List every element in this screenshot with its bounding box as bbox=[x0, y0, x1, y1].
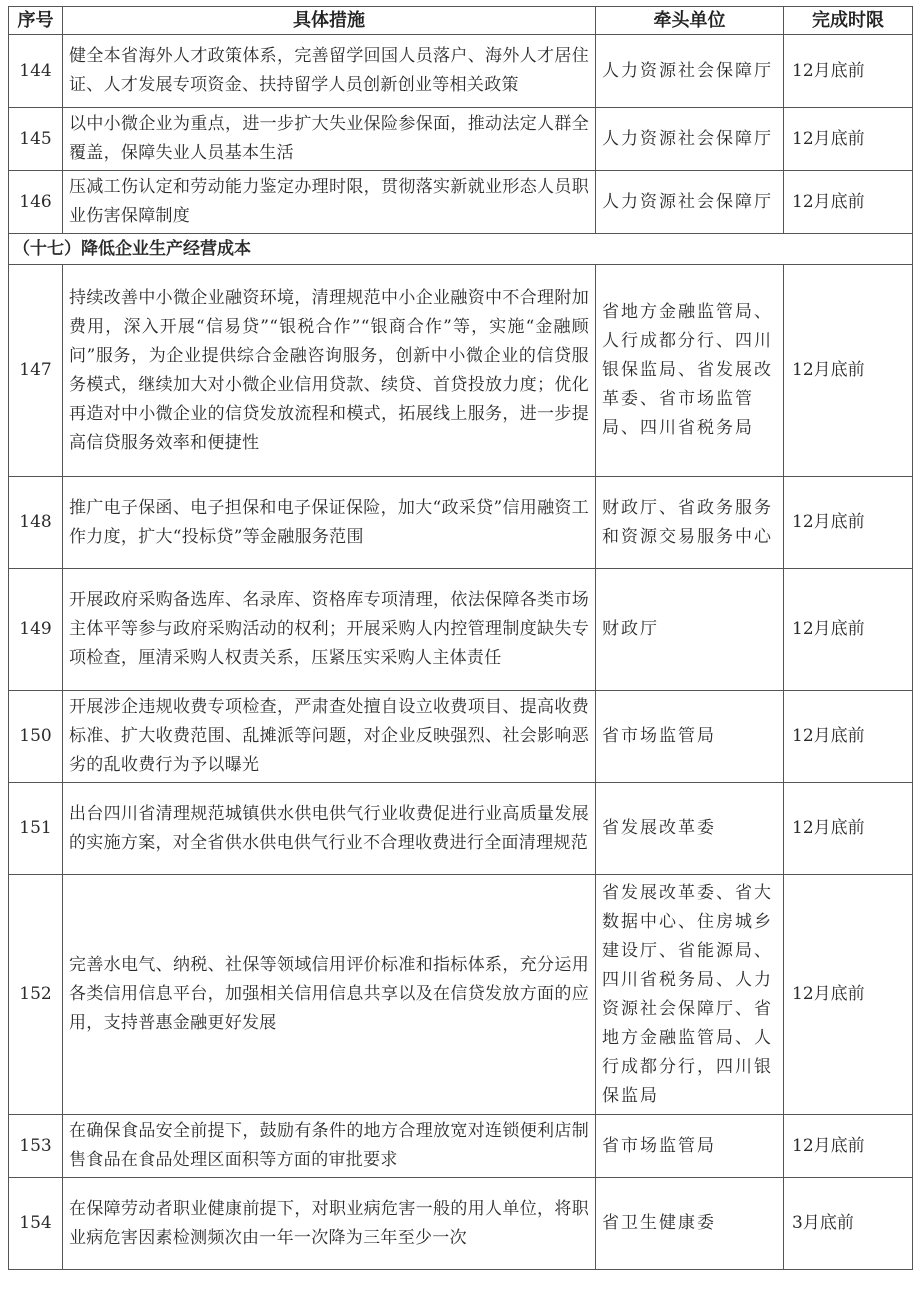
row-measure: 持续改善中小微企业融资环境，清理规范中小企业融资中不合理附加费用，深入开展“信易贷”“银税合作”“银商合作”等，实施“金融顾问”服务，为企业提供综合金融咨询服务，创新中小微企业的信贷服务模式，继续加大对小微企业信用贷款、续贷、首贷投放力度；优化再造对中小微企业的信贷发放流程和模式，拓展线上服务，进一步提高信贷服务效率和便捷性 bbox=[63, 265, 596, 477]
row-deadline: 12月底前 bbox=[784, 691, 913, 783]
table-row bbox=[9, 265, 913, 477]
row-unit: 省卫生健康委 bbox=[596, 1178, 784, 1270]
row-unit: 人力资源社会保障厅 bbox=[596, 171, 784, 234]
header-num: 序号 bbox=[9, 7, 63, 35]
header-deadline: 完成时限 bbox=[784, 7, 913, 35]
row-number: 152 bbox=[9, 875, 63, 1115]
row-measure: 开展政府采购备选库、名录库、资格库专项清理，依法保障各类市场主体平等参与政府采购活动的权利；开展采购人内控管理制度缺失专项检查，厘清采购人权责关系，压紧压实采购人主体责任 bbox=[63, 569, 596, 691]
row-unit: 省发展改革委、省大数据中心、住房城乡建设厅、省能源局、四川省税务局、人力资源社会保障厅、省地方金融监管局、人行成都分行，四川银保监局 bbox=[596, 875, 784, 1115]
header-unit: 牵头单位 bbox=[596, 7, 784, 35]
row-number: 153 bbox=[9, 1115, 63, 1178]
table-row bbox=[9, 1178, 913, 1270]
table-row bbox=[9, 108, 913, 171]
row-unit: 省市场监管局 bbox=[596, 1115, 784, 1178]
row-deadline: 3月底前 bbox=[784, 1178, 913, 1270]
row-deadline: 12月底前 bbox=[784, 265, 913, 477]
row-unit: 人力资源社会保障厅 bbox=[596, 108, 784, 171]
row-unit: 财政厅、省政务服务和资源交易服务中心 bbox=[596, 477, 784, 569]
table-row bbox=[9, 783, 913, 875]
row-measure: 开展涉企违规收费专项检查，严肃查处擅自设立收费项目、提高收费标准、扩大收费范围、乱摊派等问题，对企业反映强烈、社会影响恶劣的乱收费行为予以曝光 bbox=[63, 691, 596, 783]
row-measure: 在保障劳动者职业健康前提下，对职业病危害一般的用人单位，将职业病危害因素检测频次由一年一次降为三年至少一次 bbox=[63, 1178, 596, 1270]
row-number: 144 bbox=[9, 35, 63, 108]
row-unit: 财政厅 bbox=[596, 569, 784, 691]
row-deadline: 12月底前 bbox=[784, 108, 913, 171]
table-row bbox=[9, 875, 913, 1115]
table-row bbox=[9, 171, 913, 234]
row-deadline: 12月底前 bbox=[784, 569, 913, 691]
row-number: 148 bbox=[9, 477, 63, 569]
table-row bbox=[9, 35, 913, 108]
row-measure: 出台四川省清理规范城镇供水供电供气行业收费促进行业高质量发展的实施方案，对全省供水供电供气行业不合理收费进行全面清理规范 bbox=[63, 783, 596, 875]
measures-table bbox=[8, 6, 913, 1270]
table-row bbox=[9, 1115, 913, 1178]
row-measure: 健全本省海外人才政策体系，完善留学回国人员落户、海外人才居住证、人才发展专项资金、扶持留学人员创新创业等相关政策 bbox=[63, 35, 596, 108]
section-row bbox=[9, 234, 913, 265]
row-number: 146 bbox=[9, 171, 63, 234]
row-unit: 人力资源社会保障厅 bbox=[596, 35, 784, 108]
row-deadline: 12月底前 bbox=[784, 35, 913, 108]
row-measure: 完善水电气、纳税、社保等领域信用评价标准和指标体系，充分运用各类信用信息平台，加强相关信用信息共享以及在信贷发放方面的应用，支持普惠金融更好发展 bbox=[63, 875, 596, 1115]
row-number: 149 bbox=[9, 569, 63, 691]
header-measure: 具体措施 bbox=[63, 7, 596, 35]
row-unit: 省发展改革委 bbox=[596, 783, 784, 875]
table-row bbox=[9, 477, 913, 569]
row-measure: 以中小微企业为重点，进一步扩大失业保险参保面，推动法定人群全覆盖，保障失业人员基本生活 bbox=[63, 108, 596, 171]
row-measure: 在确保食品安全前提下，鼓励有条件的地方合理放宽对连锁便利店制售食品在食品处理区面积等方面的审批要求 bbox=[63, 1115, 596, 1178]
table-row bbox=[9, 569, 913, 691]
row-number: 145 bbox=[9, 108, 63, 171]
table-row bbox=[9, 691, 913, 783]
row-number: 151 bbox=[9, 783, 63, 875]
row-number: 154 bbox=[9, 1178, 63, 1270]
row-unit: 省地方金融监管局、人行成都分行、四川银保监局、省发展改革委、省市场监管局、四川省税务局 bbox=[596, 265, 784, 477]
row-deadline: 12月底前 bbox=[784, 783, 913, 875]
row-number: 150 bbox=[9, 691, 63, 783]
row-unit: 省市场监管局 bbox=[596, 691, 784, 783]
section-title: （十七）降低企业生产经营成本 bbox=[9, 234, 913, 265]
row-deadline: 12月底前 bbox=[784, 171, 913, 234]
row-deadline: 12月底前 bbox=[784, 1115, 913, 1178]
row-deadline: 12月底前 bbox=[784, 477, 913, 569]
header-row bbox=[9, 7, 913, 35]
row-measure: 推广电子保函、电子担保和电子保证保险，加大“政采贷”信用融资工作力度，扩大“投标贷”等金融服务范围 bbox=[63, 477, 596, 569]
row-measure: 压减工伤认定和劳动能力鉴定办理时限，贯彻落实新就业形态人员职业伤害保障制度 bbox=[63, 171, 596, 234]
row-deadline: 12月底前 bbox=[784, 875, 913, 1115]
row-number: 147 bbox=[9, 265, 63, 477]
